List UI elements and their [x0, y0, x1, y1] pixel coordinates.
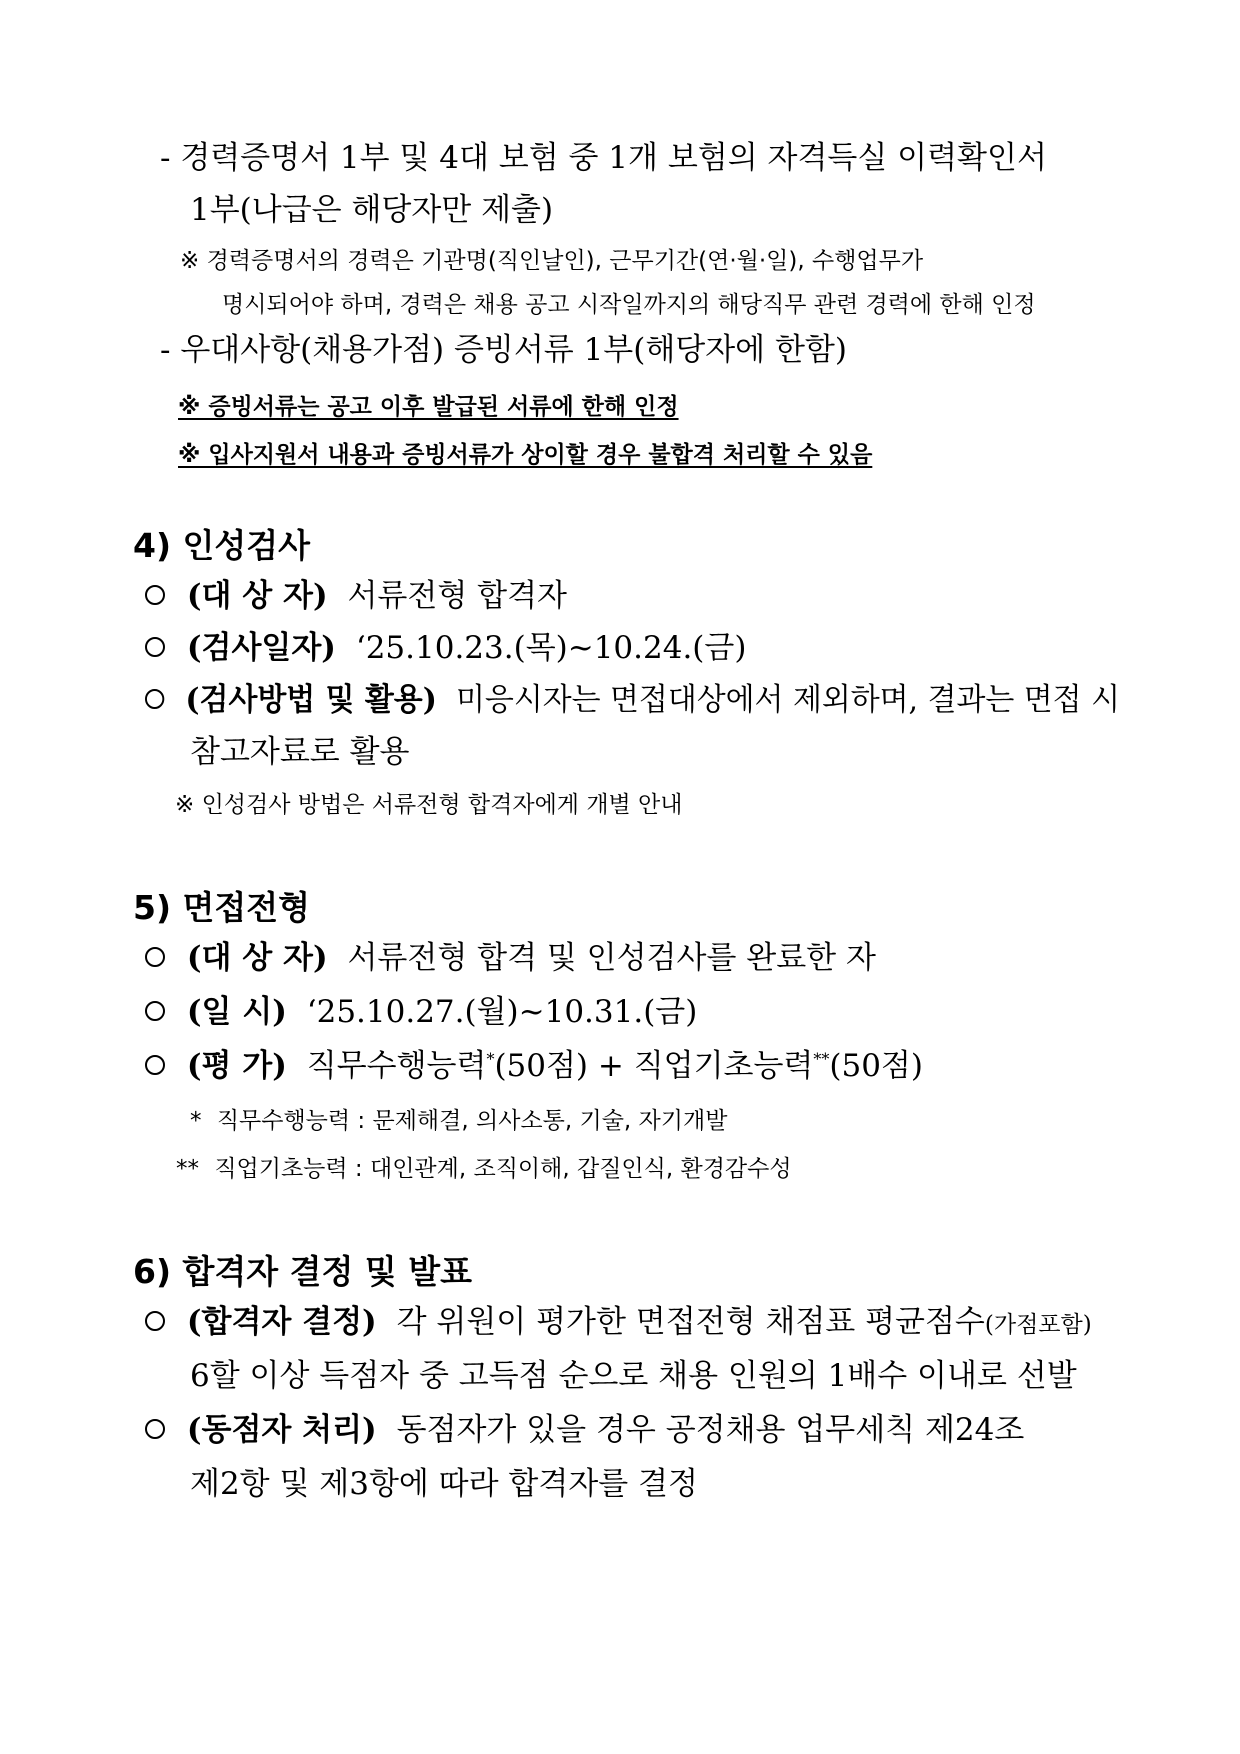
- personality-method-cont: 참고자료로 활용: [190, 734, 410, 770]
- bold-note-evidence: ※ 증빙서류는 공고 이후 발급된 서류에 한해 인정: [178, 394, 679, 420]
- doc-item-preference: - 우대사항(채용가점) 증빙서류 1부(해당자에 한함): [160, 332, 847, 368]
- bold-note-mismatch: ※ 입사지원서 내용과 증빙서류가 상이할 경우 불합격 처리할 수 있음: [178, 442, 873, 468]
- value: (50점): [829, 1048, 923, 1084]
- circle-bullet-icon: [145, 947, 165, 967]
- footnote-mark: **: [813, 1049, 830, 1069]
- value: ‘25.10.27.(월)~10.31.(금): [306, 994, 698, 1030]
- career-note: ※ 경력증명서의 경력은 기관명(직인날인), 근무기간(연·월·일), 수행업무가: [180, 248, 924, 274]
- circle-bullet-icon: [145, 637, 165, 657]
- footnote-mark: *: [486, 1049, 495, 1069]
- personality-target-row: [145, 578, 567, 615]
- label: (일 시): [186, 994, 287, 1030]
- label: (대 상 자): [186, 940, 328, 976]
- doc-item-career-cont: 1부(나급은 해당자만 제출): [190, 192, 554, 228]
- footnote-mark: *: [190, 1108, 202, 1134]
- value-small: (가점포함): [984, 1312, 1092, 1338]
- tie-row-cont: 제2항 및 제3항에 따라 합격자를 결정: [190, 1466, 698, 1502]
- section-title-final-decision: 6) 합격자 결정 및 발표: [133, 1252, 473, 1291]
- circle-bullet-icon: [145, 1419, 165, 1439]
- circle-bullet-icon: [145, 585, 165, 605]
- doc-item-career: - 경력증명서 1부 및 4대 보험 중 1개 보험의 자격득실 이력확인서: [160, 140, 1047, 176]
- footnote-mark: **: [176, 1156, 199, 1182]
- value: 미응시자는 면접대상에서 제외하며, 결과는 면접 시: [456, 682, 1120, 718]
- personality-date-row: [145, 630, 746, 667]
- decision-row-cont: 6할 이상 득점자 중 고득점 순으로 채용 인원의 1배수 이내로 선발: [190, 1358, 1077, 1394]
- interview-date-row: [145, 994, 697, 1031]
- value: 동점자가 있을 경우 공정채용 업무세칙 제24조: [396, 1412, 1025, 1448]
- circle-bullet-icon: [145, 1001, 165, 1021]
- label: (동점자 처리): [186, 1412, 377, 1448]
- interview-note-job-skills: [190, 1108, 727, 1136]
- value: (50점) + 직업기초능력: [494, 1048, 814, 1084]
- decision-row: [145, 1304, 1092, 1341]
- value: 서류전형 합격 및 인성검사를 완료한 자: [347, 940, 876, 976]
- value: 각 위원이 평가한 면접전형 채점표 평균점수: [396, 1304, 985, 1340]
- label: (검사방법 및 활용): [185, 682, 437, 718]
- section-title-personality-test: 4) 인성검사: [133, 526, 311, 565]
- label: (검사일자): [186, 630, 336, 666]
- circle-bullet-icon: [145, 689, 164, 709]
- section-title-interview: 5) 면접전형: [133, 888, 311, 927]
- note-text: 직무수행능력 : 문제해결, 의사소통, 기술, 자기개발: [216, 1108, 728, 1134]
- interview-note-basic-skills: [176, 1156, 792, 1184]
- label: (합격자 결정): [186, 1304, 377, 1340]
- career-note-cont: 명시되어야 하며, 경력은 채용 공고 시작일까지의 해당직무 관련 경력에 한해 인정: [222, 292, 1036, 318]
- tie-row: [145, 1412, 1024, 1449]
- value: 직무수행능력: [306, 1048, 487, 1084]
- note-text: 직업기초능력 : 대인관계, 조직이해, 갑질인식, 환경감수성: [214, 1156, 792, 1182]
- personality-note: ※ 인성검사 방법은 서류전형 합격자에게 개별 안내: [175, 792, 683, 818]
- label: (대 상 자): [186, 578, 328, 614]
- value: ‘25.10.23.(목)~10.24.(금): [355, 630, 747, 666]
- value: 서류전형 합격자: [347, 578, 567, 614]
- interview-target-row: [145, 940, 876, 977]
- interview-eval-row: [145, 1048, 923, 1085]
- personality-method-row: [145, 682, 1120, 719]
- circle-bullet-icon: [145, 1311, 165, 1331]
- label: (평 가): [186, 1048, 287, 1084]
- circle-bullet-icon: [145, 1055, 165, 1075]
